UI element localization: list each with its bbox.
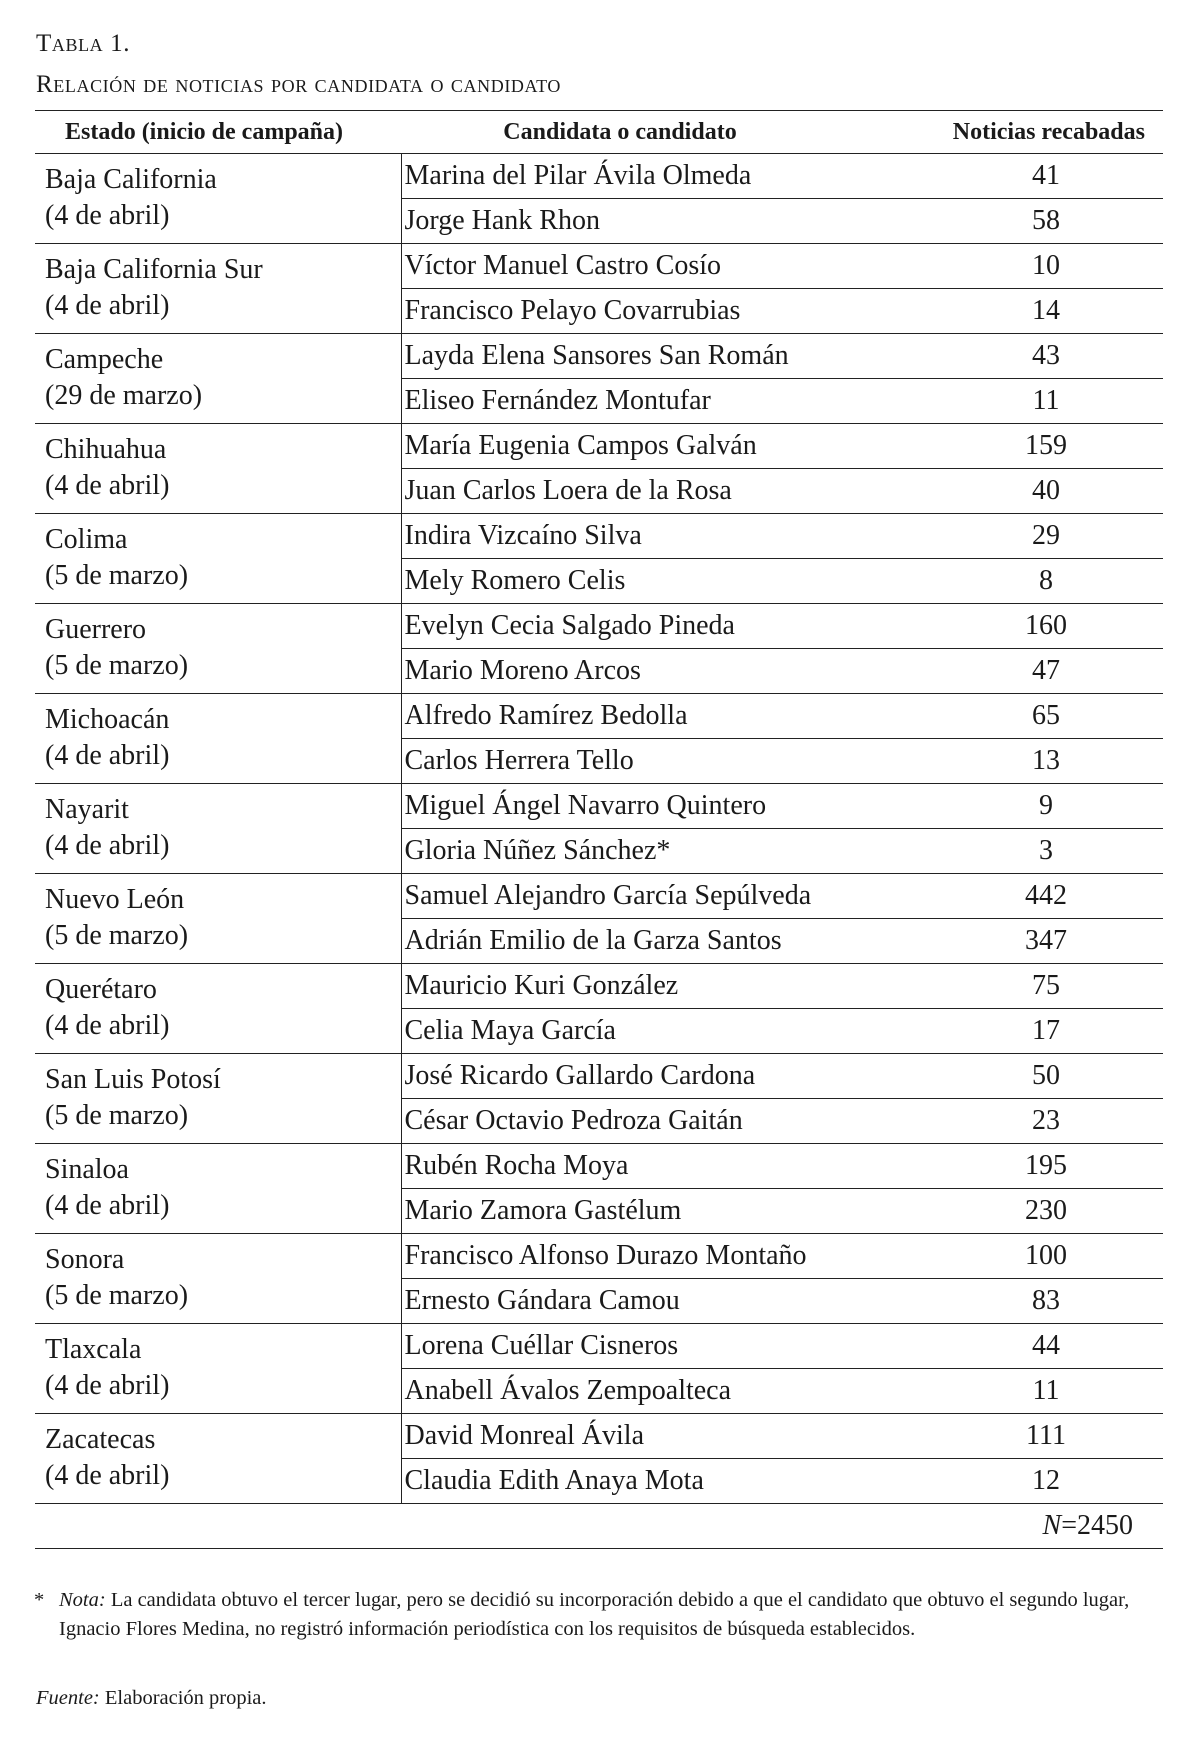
- news-count: 100: [909, 1234, 1163, 1279]
- campaign-start: (4 de abril): [45, 290, 170, 321]
- footnote: [34, 1586, 1134, 1644]
- news-count: 159: [909, 424, 1163, 469]
- news-count: 43: [909, 334, 1163, 379]
- candidate-name: Evelyn Cecia Salgado Pineda: [401, 604, 909, 649]
- news-count: 13: [909, 739, 1163, 784]
- state-cell: [35, 1414, 401, 1504]
- campaign-start: (5 de marzo): [45, 650, 189, 681]
- table-row: [35, 964, 1163, 1009]
- candidate-name: Carlos Herrera Tello: [401, 739, 909, 784]
- state-cell: [35, 694, 401, 784]
- campaign-start: (4 de abril): [45, 1190, 170, 1221]
- state-cell: [35, 604, 401, 694]
- news-count: 83: [909, 1279, 1163, 1324]
- state-name: Sonora: [45, 1244, 125, 1275]
- candidate-name: Anabell Ávalos Zempoalteca: [401, 1369, 909, 1414]
- candidate-name: Claudia Edith Anaya Mota: [401, 1459, 909, 1504]
- campaign-start: (4 de abril): [45, 200, 170, 231]
- table-row: [35, 1324, 1163, 1369]
- header-row: [35, 111, 1163, 154]
- table-row: [35, 694, 1163, 739]
- candidate-name: Alfredo Ramírez Bedolla: [401, 694, 909, 739]
- table-row: [35, 424, 1163, 469]
- state-name: Querétaro: [45, 974, 157, 1005]
- state-cell: [35, 244, 401, 334]
- total-empty-candidate: [401, 1504, 909, 1549]
- news-count: 11: [909, 379, 1163, 424]
- candidate-name: Francisco Alfonso Durazo Montaño: [401, 1234, 909, 1279]
- state-name: Nayarit: [45, 794, 129, 825]
- state-name: Michoacán: [45, 704, 170, 735]
- header-count: Noticias recabadas: [909, 111, 1163, 154]
- candidate-name: Celia Maya García: [401, 1009, 909, 1054]
- candidate-name: Jorge Hank Rhon: [401, 199, 909, 244]
- campaign-start: (5 de marzo): [45, 1280, 189, 1311]
- candidate-name: Indira Vizcaíno Silva: [401, 514, 909, 559]
- total-row: [35, 1504, 1163, 1549]
- news-count: 442: [909, 874, 1163, 919]
- news-count: 11: [909, 1369, 1163, 1414]
- candidate-name: Lorena Cuéllar Cisneros: [401, 1324, 909, 1369]
- footnote-marker: *: [34, 1589, 45, 1611]
- total-empty-state: [35, 1504, 401, 1549]
- news-count: 65: [909, 694, 1163, 739]
- state-name: Chihuahua: [45, 434, 167, 465]
- state-cell: [35, 784, 401, 874]
- news-count: 10: [909, 244, 1163, 289]
- total-number: =2450: [1061, 1510, 1133, 1541]
- news-count: 160: [909, 604, 1163, 649]
- footnote-text: La candidata obtuvo el tercer lugar, pero se decidió su incorporación debido a que el candidato que obtuvo el segundo lugar, Ignacio Flores Medina, no registró información periodística con los requisitos de búsqueda establecidos.: [59, 1589, 1130, 1640]
- candidate-name: Mely Romero Celis: [401, 559, 909, 604]
- campaign-start: (5 de marzo): [45, 560, 189, 591]
- campaign-start: (5 de marzo): [45, 1100, 189, 1131]
- news-count: 40: [909, 469, 1163, 514]
- news-count: 9: [909, 784, 1163, 829]
- news-count: 14: [909, 289, 1163, 334]
- table-row: [35, 154, 1163, 199]
- candidate-name: Mario Zamora Gastélum: [401, 1189, 909, 1234]
- candidate-name: Layda Elena Sansores San Román: [401, 334, 909, 379]
- news-count: 50: [909, 1054, 1163, 1099]
- candidate-name: Eliseo Fernández Montufar: [401, 379, 909, 424]
- candidates-table: [35, 110, 1163, 1549]
- table-row: [35, 1234, 1163, 1279]
- header-state: Estado (inicio de campaña): [35, 111, 401, 154]
- state-name: Tlaxcala: [45, 1334, 142, 1365]
- state-name: Colima: [45, 524, 128, 555]
- campaign-start: (29 de marzo): [45, 380, 203, 411]
- campaign-start: (4 de abril): [45, 1010, 170, 1041]
- state-cell: [35, 154, 401, 244]
- state-name: Guerrero: [45, 614, 147, 645]
- candidate-name: Juan Carlos Loera de la Rosa: [401, 469, 909, 514]
- candidate-name: Miguel Ángel Navarro Quintero: [401, 784, 909, 829]
- state-cell: [35, 1324, 401, 1414]
- state-name: Sinaloa: [45, 1154, 129, 1185]
- news-count: 347: [909, 919, 1163, 964]
- state-cell: [35, 874, 401, 964]
- campaign-start: (5 de marzo): [45, 920, 189, 951]
- table-row: [35, 1144, 1163, 1189]
- total-label: N: [1042, 1510, 1062, 1541]
- news-count: 111: [909, 1414, 1163, 1459]
- news-count: 230: [909, 1189, 1163, 1234]
- candidate-name: Francisco Pelayo Covarrubias: [401, 289, 909, 334]
- campaign-start: (4 de abril): [45, 830, 170, 861]
- news-count: 17: [909, 1009, 1163, 1054]
- state-name: Nuevo León: [45, 884, 185, 915]
- candidate-name: María Eugenia Campos Galván: [401, 424, 909, 469]
- state-name: San Luis Potosí: [45, 1064, 221, 1095]
- candidate-name: Gloria Núñez Sánchez*: [401, 829, 909, 874]
- candidate-name: César Octavio Pedroza Gaitán: [401, 1099, 909, 1144]
- table-row: [35, 604, 1163, 649]
- candidate-name: David Monreal Ávila: [401, 1414, 909, 1459]
- news-count: 44: [909, 1324, 1163, 1369]
- candidate-name: Ernesto Gándara Camou: [401, 1279, 909, 1324]
- table-row: [35, 244, 1163, 289]
- source-label: Fuente:: [36, 1687, 100, 1709]
- table-body: [35, 154, 1163, 1549]
- state-cell: [35, 514, 401, 604]
- candidate-name: José Ricardo Gallardo Cardona: [401, 1054, 909, 1099]
- state-cell: [35, 1234, 401, 1324]
- news-count: 58: [909, 199, 1163, 244]
- candidate-name: Adrián Emilio de la Garza Santos: [401, 919, 909, 964]
- candidate-name: Víctor Manuel Castro Cosío: [401, 244, 909, 289]
- campaign-start: (4 de abril): [45, 1460, 170, 1491]
- candidate-name: Marina del Pilar Ávila Olmeda: [401, 154, 909, 199]
- state-name: Baja California: [45, 164, 217, 195]
- table-row: [35, 874, 1163, 919]
- state-cell: [35, 424, 401, 514]
- table-number: Tabla 1.: [36, 30, 131, 57]
- campaign-start: (4 de abril): [45, 470, 170, 501]
- state-cell: [35, 334, 401, 424]
- candidate-name: Mauricio Kuri González: [401, 964, 909, 1009]
- footnote-label: Nota:: [59, 1589, 106, 1611]
- news-count: 75: [909, 964, 1163, 1009]
- news-count: 12: [909, 1459, 1163, 1504]
- state-name: Campeche: [45, 344, 164, 375]
- source-line: [36, 1687, 267, 1710]
- candidate-name: Samuel Alejandro García Sepúlveda: [401, 874, 909, 919]
- state-cell: [35, 1054, 401, 1144]
- table-title: Relación de noticias por candidata o candidato: [36, 71, 561, 98]
- state-name: Baja California Sur: [45, 254, 263, 285]
- news-count: 3: [909, 829, 1163, 874]
- table-row: [35, 784, 1163, 829]
- news-count: 8: [909, 559, 1163, 604]
- candidate-name: Mario Moreno Arcos: [401, 649, 909, 694]
- news-count: 195: [909, 1144, 1163, 1189]
- news-count: 29: [909, 514, 1163, 559]
- news-count: 41: [909, 154, 1163, 199]
- header-candidate: Candidata o candidato: [401, 111, 909, 154]
- table-row: [35, 1054, 1163, 1099]
- state-name: Zacatecas: [45, 1424, 156, 1455]
- news-count: 23: [909, 1099, 1163, 1144]
- campaign-start: (4 de abril): [45, 1370, 170, 1401]
- table-row: [35, 1414, 1163, 1459]
- source-text: Elaboración propia.: [104, 1687, 267, 1709]
- table-row: [35, 334, 1163, 379]
- total-value: [909, 1504, 1163, 1549]
- candidate-name: Rubén Rocha Moya: [401, 1144, 909, 1189]
- news-count: 47: [909, 649, 1163, 694]
- campaign-start: (4 de abril): [45, 740, 170, 771]
- state-cell: [35, 1144, 401, 1234]
- table-row: [35, 514, 1163, 559]
- state-cell: [35, 964, 401, 1054]
